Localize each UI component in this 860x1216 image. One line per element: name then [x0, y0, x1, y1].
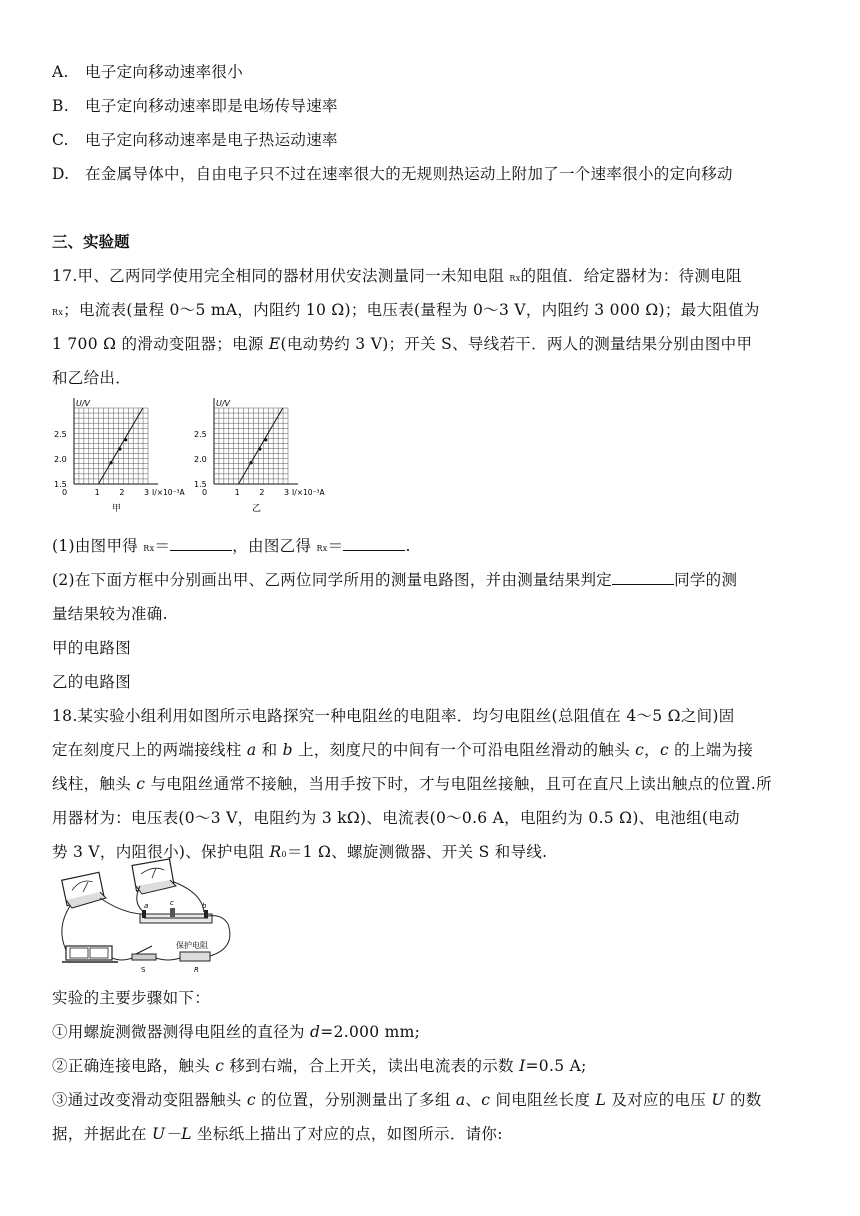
switch-icon [132, 946, 156, 974]
x-axis-label: I/×10⁻³A [292, 488, 325, 497]
q18-line-2: 定在刻度尺上的两端接线柱 a 和 b 上，刻度尺的中间有一个可沿电阻丝滑动的触头 c，c 的上端为接 [52, 741, 754, 759]
data-point [249, 461, 252, 464]
step-2: ②正确连接电路，触头 c 移到右端，合上开关，读出电流表的示数 I=0.5 A; [52, 1057, 587, 1075]
x-tick-label: 0 [62, 488, 68, 497]
option-d: D. 在金属导体中，自由电子只不过在速率很大的无规则热运动上附加了一个速率很小的定向移动 [52, 165, 733, 183]
svg-text:b: b [202, 902, 207, 910]
graph-yi [192, 396, 342, 516]
graph-grid [74, 408, 148, 484]
q17-line-1: 17.甲、乙两同学使用完全相同的器材用伏安法测量同一未知电阻 Rx的阻值．给定器材为：待测电阻 [52, 267, 742, 285]
x-tick-label: 3 [144, 488, 150, 497]
q17-sub-2-cont: 量结果较为准确. [52, 605, 168, 623]
data-point [124, 438, 127, 441]
q18-line-4: 用器材为：电压表(0～3 V，电阻约为 3 kΩ)、电流表(0～0.6 A，电阻约为 0.5 Ω)、电池组(电动 [52, 809, 740, 827]
step-1: ①用螺旋测微器测得电阻丝的直径为 d=2.000 mm; [52, 1023, 421, 1041]
data-point [258, 447, 261, 450]
option-c: C. 电子定向移动速率是电子热运动速率 [52, 131, 338, 149]
step-3: ③通过改变滑动变阻器触头 c 的位置，分别测量出了多组 a、c 间电阻丝长度 L 及对应的电压 U 的数 [52, 1091, 762, 1109]
x-tick-label: 2 [119, 488, 125, 497]
circuit-yi-label: 乙的电路图 [52, 673, 132, 691]
section-title: 三、实验题 [52, 233, 130, 251]
y-tick-label: 2.5 [194, 429, 207, 439]
svg-text:a: a [144, 902, 149, 910]
svg-text:保护电阻: 保护电阻 [176, 941, 208, 950]
y-axis-label: U/V [76, 399, 91, 408]
data-point [118, 447, 121, 450]
graph-caption: 乙 [252, 504, 262, 514]
q17-sub-2: (2)在下面方框中分别画出甲、乙两位同学所用的测量电路图，并由测量结果判定 同学的测 [52, 571, 738, 589]
svg-text:S: S [141, 966, 146, 974]
ammeter-icon [62, 872, 106, 908]
data-point [109, 461, 112, 464]
y-tick-label: 2.0 [194, 454, 207, 464]
answer-blank-yi[interactable] [343, 538, 405, 551]
protect-resistor-icon [176, 940, 210, 974]
x-tick-label: 2 [259, 488, 265, 497]
fit-line [238, 408, 282, 484]
y-tick-label: 1.5 [54, 480, 67, 489]
x-tick-label: 3 [284, 488, 290, 497]
y-tick-label: 2.0 [54, 454, 67, 464]
y-tick-label: 2.5 [54, 429, 67, 439]
steps-title: 实验的主要步骤如下： [52, 989, 211, 1007]
q17-line-2: Rx；电流表(量程 0～5 mA，内阻约 10 Ω)；电压表(量程为 0～3 V，内阻约 3 000 Ω)；最大阻值为 [52, 301, 760, 319]
x-tick-label: 1 [94, 488, 100, 497]
q18-line-5: 势 3 V，内阻很小)、保护电阻 R0＝1 Ω、螺旋测微器、开关 S 和导线. [52, 843, 548, 861]
svg-text:R: R [194, 966, 199, 974]
y-axis-label: U/V [216, 399, 231, 408]
graph-jia [52, 396, 192, 516]
option-a: A. 电子定向移动速率很小 [52, 63, 244, 81]
x-axis-label: I/×10⁻³A [152, 488, 185, 497]
apparatus-figure [52, 858, 242, 976]
q18-line-1: 18.某实验小组利用如图所示电路探究一种电阻丝的电阻率．均匀电阻丝(总阻值在 4～5 Ω之间)固 [52, 707, 735, 725]
circuit-jia-label: 甲的电路图 [52, 639, 132, 657]
battery-icon [62, 946, 118, 962]
fit-line [98, 408, 142, 484]
q17-line-3: 1 700 Ω 的滑动变阻器；电源 E(电动势约 3 V)；开关 S、导线若干．两人的测量结果分别由图中甲 [52, 335, 753, 353]
y-tick-label: 1.5 [194, 480, 207, 489]
x-tick-label: 0 [202, 488, 208, 497]
graph-caption: 甲 [112, 504, 122, 514]
option-b: B. 电子定向移动速率即是电场传导速率 [52, 97, 338, 115]
data-point [264, 438, 267, 441]
step-3-cont: 据，并据此在 U－L 坐标纸上描出了对应的点，如图所示．请你: [52, 1125, 503, 1143]
q18-line-3: 线柱，触头 c 与电阻丝通常不接触，当用手按下时，才与电阻丝接触，且可在直尺上读出触点的位置.所 [52, 775, 772, 793]
x-tick-label: 1 [234, 488, 240, 497]
svg-text:c: c [170, 899, 174, 907]
q17-line-4: 和乙给出． [52, 369, 132, 387]
answer-blank-student[interactable] [612, 572, 674, 585]
q17-sub-1: (1)由图甲得 Rx＝ ，由图乙得 Rx＝ . [52, 537, 411, 555]
answer-blank-jia[interactable] [170, 538, 232, 551]
graph-grid [214, 408, 288, 484]
